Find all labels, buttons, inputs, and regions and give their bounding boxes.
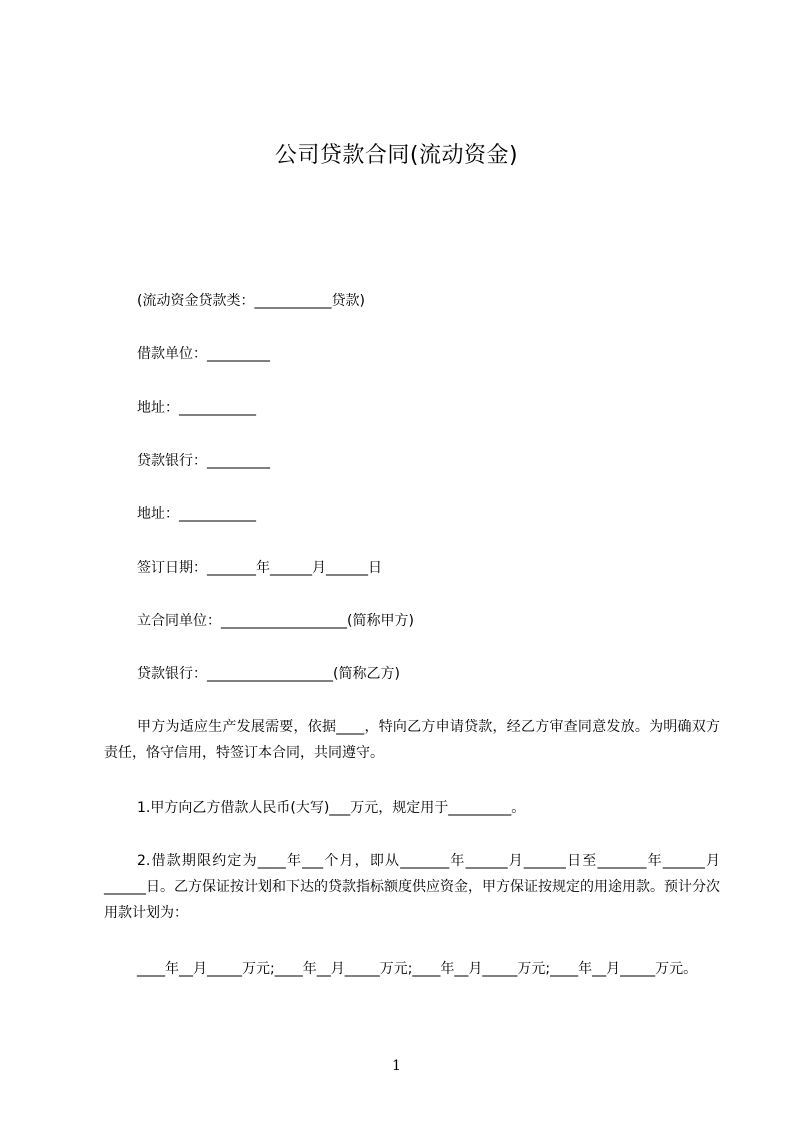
plan-paragraph: ____年__月_____万元;____年__月_____万元;____年__月_____万元;____年__月_____万元。 bbox=[137, 961, 698, 977]
lender-bank-field: 贷款银行：_________ bbox=[137, 453, 270, 469]
page-number: 1 bbox=[392, 1058, 401, 1074]
party-b-field: 贷款银行：__________________(简称乙方) bbox=[137, 666, 400, 682]
sign-date-field: 签订日期：_______年______月______日 bbox=[137, 560, 382, 576]
party-a-field: 立合同单位：__________________(简称甲方) bbox=[137, 613, 414, 629]
clause-2-paragraph: 2.借款期限约定为____年___个月，即从_______年______月______日至_______年______月______日。乙方保证按计划和下达的贷款指标额度供应资金，甲方保证按规定的用途用款。预计分次用款计划为： bbox=[104, 853, 720, 921]
intro-paragraph: 甲方为适应生产发展需要，依据____，特向乙方申请贷款，经乙方审查同意发放。为明确双方责任，恪守信用，特签订本合同，共同遵守。 bbox=[104, 719, 720, 761]
borrower-field: 借款单位：_________ bbox=[137, 346, 270, 362]
loan-type-field: (流动资金贷款类：___________贷款) bbox=[137, 293, 365, 309]
borrower-address-field: 地址：___________ bbox=[137, 400, 256, 416]
clause-1-paragraph: 1.甲方向乙方借款人民币(大写)___万元，规定用于_________。 bbox=[137, 800, 526, 816]
document-title: 公司贷款合同(流动资金) bbox=[274, 143, 519, 168]
lender-address-field: 地址：___________ bbox=[137, 506, 256, 522]
